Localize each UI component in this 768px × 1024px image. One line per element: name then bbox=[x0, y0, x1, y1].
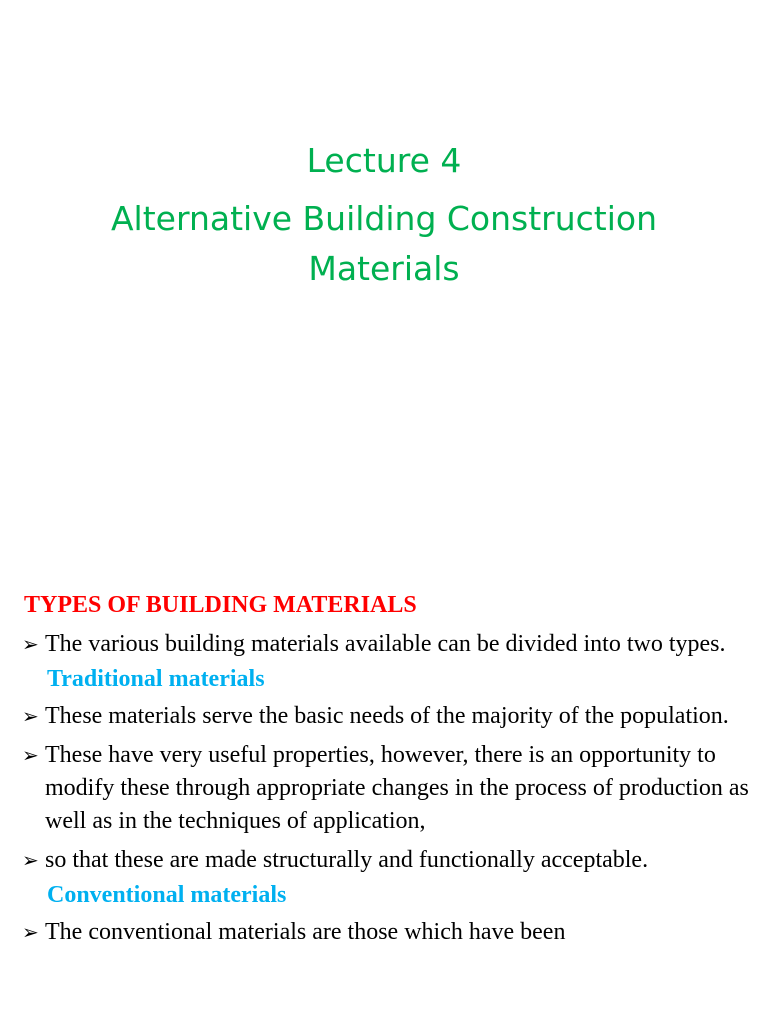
content-slide bbox=[0, 576, 768, 1024]
slide-title-line-2: Materials bbox=[308, 249, 460, 288]
traditional-materials-heading: Traditional materials bbox=[47, 666, 265, 692]
arrow-bullet-icon: ➢ bbox=[22, 743, 39, 767]
list-item bbox=[22, 700, 752, 733]
bullet-list bbox=[22, 628, 752, 955]
list-item-text: The conventional materials are those which have been bbox=[45, 919, 566, 945]
list-item bbox=[22, 628, 752, 661]
list-item-text: The various building materials available can be divided into two types. bbox=[45, 631, 726, 657]
slide-title bbox=[0, 194, 768, 294]
arrow-bullet-icon: ➢ bbox=[22, 704, 39, 728]
conventional-materials-heading: Conventional materials bbox=[47, 882, 287, 908]
list-item-text: so that these are made structurally and functionally acceptable. bbox=[45, 847, 649, 873]
lecture-label: Lecture 4 bbox=[306, 141, 462, 180]
arrow-bullet-icon: ➢ bbox=[22, 632, 39, 656]
list-item bbox=[22, 739, 752, 838]
list-item-text: These materials serve the basic needs of the majority of the population. bbox=[45, 703, 729, 729]
list-item-text: These have very useful properties, however, there is an opportunity to modify these through appropriate changes in the process of production as well as in the techniques of application, bbox=[45, 742, 749, 834]
arrow-bullet-icon: ➢ bbox=[22, 920, 39, 944]
arrow-bullet-icon: ➢ bbox=[22, 848, 39, 872]
section-heading: TYPES OF BUILDING MATERIALS bbox=[24, 592, 417, 618]
list-item bbox=[22, 844, 752, 877]
slide-title-line-1: Alternative Building Construction bbox=[110, 199, 657, 238]
list-item bbox=[22, 916, 752, 949]
